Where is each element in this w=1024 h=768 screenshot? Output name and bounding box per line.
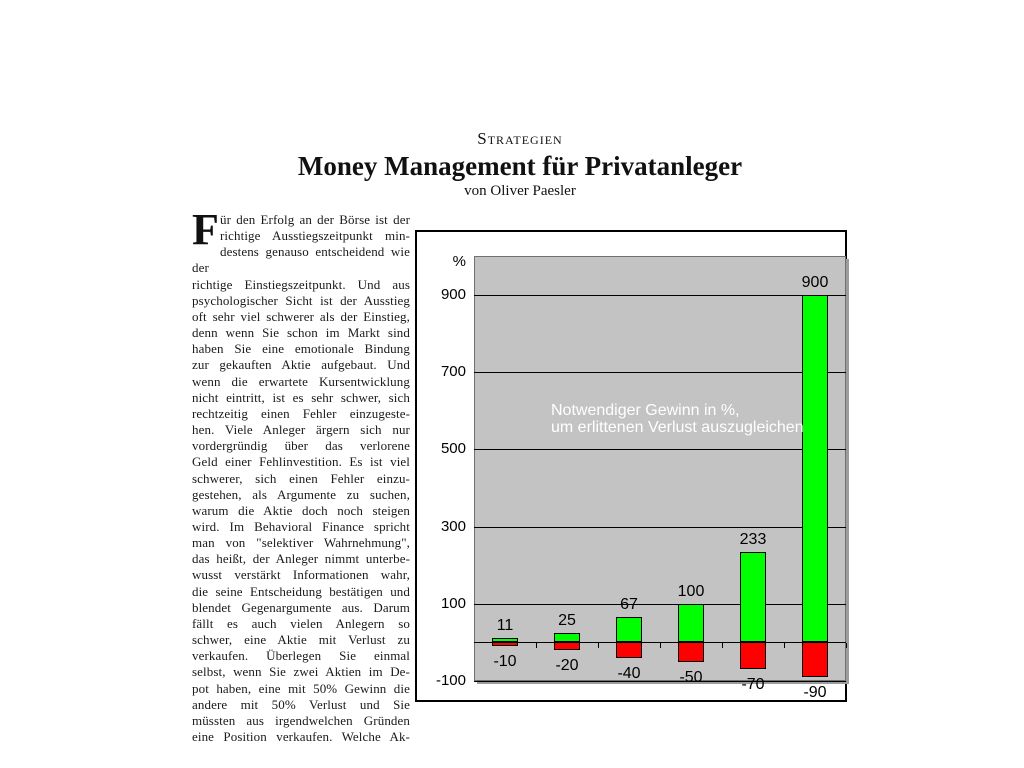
y-axis-label: 700 — [440, 362, 466, 380]
text-line: das heißt, der Anleger nimmt unterbe- — [192, 551, 410, 567]
gridline — [474, 449, 846, 450]
bar-chart — [415, 230, 847, 702]
text-line: psychologischer Sicht ist der Ausstieg — [192, 292, 410, 308]
bar-value-label: 233 — [739, 531, 767, 549]
text-line: selbst, wenn Sie zwei Aktien im De- — [192, 664, 410, 680]
x-axis-label: -10 — [493, 653, 517, 671]
bar-loss — [740, 642, 766, 669]
gridline — [474, 372, 846, 373]
chart-annotation: um erlittenen Verlust auszugleichen — [551, 419, 804, 436]
bar-loss — [802, 642, 828, 677]
text-line: rechtzeitig einen Fehler einzugeste- — [192, 405, 410, 421]
text-line: wusst verstärkt Informationen wahr, — [192, 567, 410, 583]
bar-gain — [802, 295, 828, 643]
text-line: richtige Ausstiegszeitpunkt min- — [220, 228, 410, 244]
drop-cap: F — [192, 205, 219, 254]
text-line: andere mit 50% Verlust und Sie — [192, 696, 410, 712]
text-line: schwer, eine Aktie mit Verlust zu — [192, 632, 410, 648]
bar-value-label: 11 — [496, 617, 514, 635]
text-line: haben Sie eine emotionale Bindung — [192, 341, 410, 357]
bar-loss — [554, 642, 580, 650]
text-line: eine Position verkaufen. Welche Ak- — [192, 729, 410, 744]
bar-gain — [678, 604, 704, 643]
gridline — [474, 604, 846, 605]
x-axis-tick — [722, 643, 723, 648]
bar-value-label: 67 — [620, 595, 638, 613]
text-line: wird. Im Behavioral Finance spricht — [192, 518, 410, 534]
text-line: hen. Viele Anleger ärgern sich nur — [192, 422, 410, 438]
text-line: man von "selektiver Wahrnehmung", — [192, 535, 410, 551]
bar-gain — [616, 617, 642, 643]
bar-value-label: 100 — [677, 582, 705, 600]
text-line: ür den Erfolg an der Börse ist der — [220, 212, 410, 227]
x-axis-label: -40 — [617, 664, 641, 682]
bar-loss — [616, 642, 642, 658]
x-axis-label: -50 — [679, 668, 703, 686]
bar-loss — [678, 642, 704, 661]
bar-value-label: 25 — [558, 611, 576, 629]
text-line: fällt es auch vielen Anlegern so — [192, 615, 410, 631]
gridline — [474, 527, 846, 528]
x-axis-label: -70 — [741, 676, 765, 694]
text-line: verkaufen. Überlegen Sie einmal — [192, 648, 410, 664]
byline: von Oliver Paesler — [464, 183, 576, 199]
x-axis-tick — [598, 643, 599, 648]
x-axis-label: -90 — [803, 684, 827, 702]
text-line: denn wenn Sie schon im Markt sind — [192, 325, 410, 341]
x-axis-tick — [846, 643, 847, 648]
text-line: gestehen, als Argumente zu suchen, — [192, 486, 410, 502]
page-title: Money Management für Privatanleger — [297, 151, 743, 181]
text-line: wenn die erwartete Kursentwicklung — [192, 373, 410, 389]
bar-gain — [740, 552, 766, 642]
text-line: warum die Aktie doch noch steigen — [192, 502, 410, 518]
text-line: die seine Entscheidung bestätigen und — [192, 583, 410, 599]
x-axis-label: -20 — [555, 657, 579, 675]
y-axis-label: -100 — [435, 672, 466, 689]
y-axis-label: 100 — [440, 594, 466, 612]
y-axis-unit-label: % — [452, 253, 466, 270]
text-line: vordergründig über das verlorene — [192, 438, 410, 454]
y-axis-label: 500 — [440, 440, 466, 458]
text-line: pot haben, eine mit 50% Gewinn die — [192, 680, 410, 696]
text-line: Geld einer Fehlinvestition. Es ist viel — [192, 454, 410, 470]
y-axis-label: 300 — [440, 517, 466, 535]
gridline — [474, 295, 846, 296]
text-line: destens genauso entscheidend wie der — [192, 244, 410, 276]
text-line: blendet Gegenargumente aus. Darum — [192, 599, 410, 615]
y-axis-label: 900 — [440, 285, 466, 303]
bar-value-label: 900 — [801, 273, 829, 291]
x-axis-tick — [784, 643, 785, 648]
text-line: zur gekauften Aktie aufgebaut. Und — [192, 357, 410, 373]
bar-gain — [554, 633, 580, 643]
x-axis-tick — [536, 643, 537, 648]
text-line: oft sehr viel schwerer als der Einstieg, — [192, 308, 410, 324]
section-kicker: Strategien — [477, 129, 563, 148]
chart-annotation: Notwendiger Gewinn in %, — [551, 402, 740, 419]
article-column — [192, 205, 410, 745]
text-line: richtige Einstiegszeitpunkt. Und aus — [192, 276, 410, 292]
bar-loss — [492, 642, 518, 646]
article-header — [190, 130, 850, 200]
text-line: nicht eintritt, ist es sehr schwer, sich — [192, 389, 410, 405]
text-line: müssten aus irgendwelchen Gründen — [192, 712, 410, 728]
text-line: schwerer, sich einen Fehler einzu- — [192, 470, 410, 486]
x-axis-tick — [660, 643, 661, 648]
